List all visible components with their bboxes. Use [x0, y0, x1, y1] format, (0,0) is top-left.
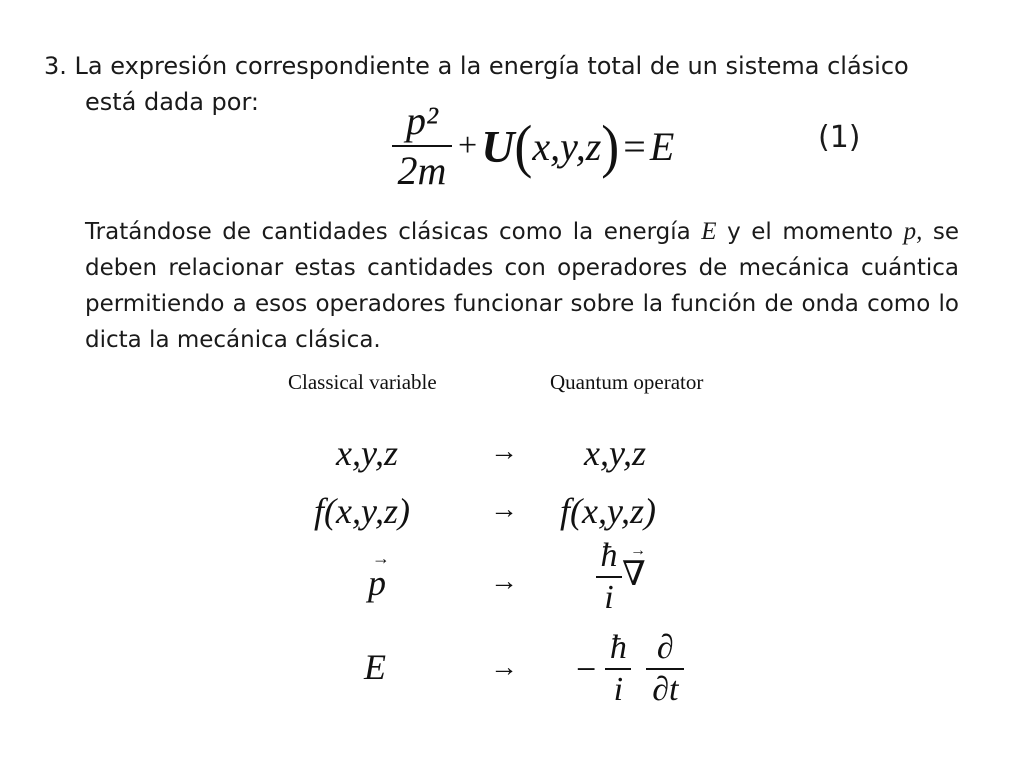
row2-classical: f(x,y,z)	[314, 491, 410, 531]
heading-line-1: 3. La expresión correspondiente a la energía total de un sistema clásico	[44, 52, 909, 80]
row1-classical: x,y,z	[336, 433, 398, 473]
fraction-bar	[605, 668, 631, 670]
fraction-bar	[646, 668, 684, 670]
nabla-operator: → ∇	[622, 554, 646, 594]
paragraph-part-3: se deben relacionar estas cantidades con operadores de mecánica cuántica permitiendo a esos operadores funcionar sobre la función de onda como lo dicta la mecánica clásica.	[85, 219, 959, 353]
row4-classical: E	[364, 647, 386, 687]
row2-quantum: f(x,y,z)	[560, 491, 656, 531]
heading-line-2: está dada por:	[85, 88, 259, 116]
potential-arguments: x,y,z	[532, 123, 602, 169]
paragraph-energy-symbol: E	[701, 218, 717, 245]
row3-classical	[368, 562, 386, 604]
paragraph-part-2: y el momento	[716, 219, 904, 245]
row2-arrow: →	[490, 494, 518, 525]
equals-sign: =	[623, 123, 646, 169]
operator-correspondence-table	[288, 366, 748, 726]
equation-number: (1)	[818, 120, 861, 155]
partial-symbol: ∂	[656, 629, 674, 666]
row1-arrow: →	[490, 436, 518, 467]
hbar-symbol: ħ	[609, 629, 627, 666]
row1-quantum: x,y,z	[584, 433, 646, 473]
row4-arrow: →	[490, 652, 518, 683]
i-symbol: i	[604, 579, 614, 616]
paragraph-part-1: Tratándose de cantidades clásicas como la energía	[85, 219, 702, 245]
hbar-over-i-fraction	[596, 538, 622, 616]
plus-sign: +	[458, 127, 478, 164]
row3-arrow: →	[490, 566, 518, 597]
row4-quantum	[576, 630, 684, 708]
energy-equation	[392, 96, 674, 196]
fraction-numerator: p²	[406, 98, 438, 143]
kinetic-term-fraction	[392, 99, 452, 193]
momentum-vector: → p	[368, 562, 386, 604]
open-paren: (	[514, 113, 533, 179]
partial-time-derivative	[646, 630, 684, 708]
close-paren: )	[601, 113, 620, 179]
classical-variable-header: Classical variable	[288, 370, 437, 394]
fraction-bar	[392, 145, 452, 147]
explanation-paragraph	[85, 214, 959, 358]
potential-symbol: U	[481, 120, 515, 172]
energy-symbol: E	[649, 123, 675, 169]
fraction-bar	[596, 576, 622, 578]
quantum-operator-header: Quantum operator	[550, 370, 704, 394]
hbar-symbol: ħ	[600, 537, 618, 574]
minus-sign: −	[576, 649, 597, 689]
fraction-denominator: 2m	[397, 148, 447, 193]
partial-t: ∂t	[652, 671, 679, 708]
i-symbol: i	[613, 671, 624, 708]
row3-quantum	[596, 538, 646, 616]
hbar-over-i-fraction	[605, 630, 631, 708]
paragraph-momentum-symbol: p,	[903, 218, 923, 245]
